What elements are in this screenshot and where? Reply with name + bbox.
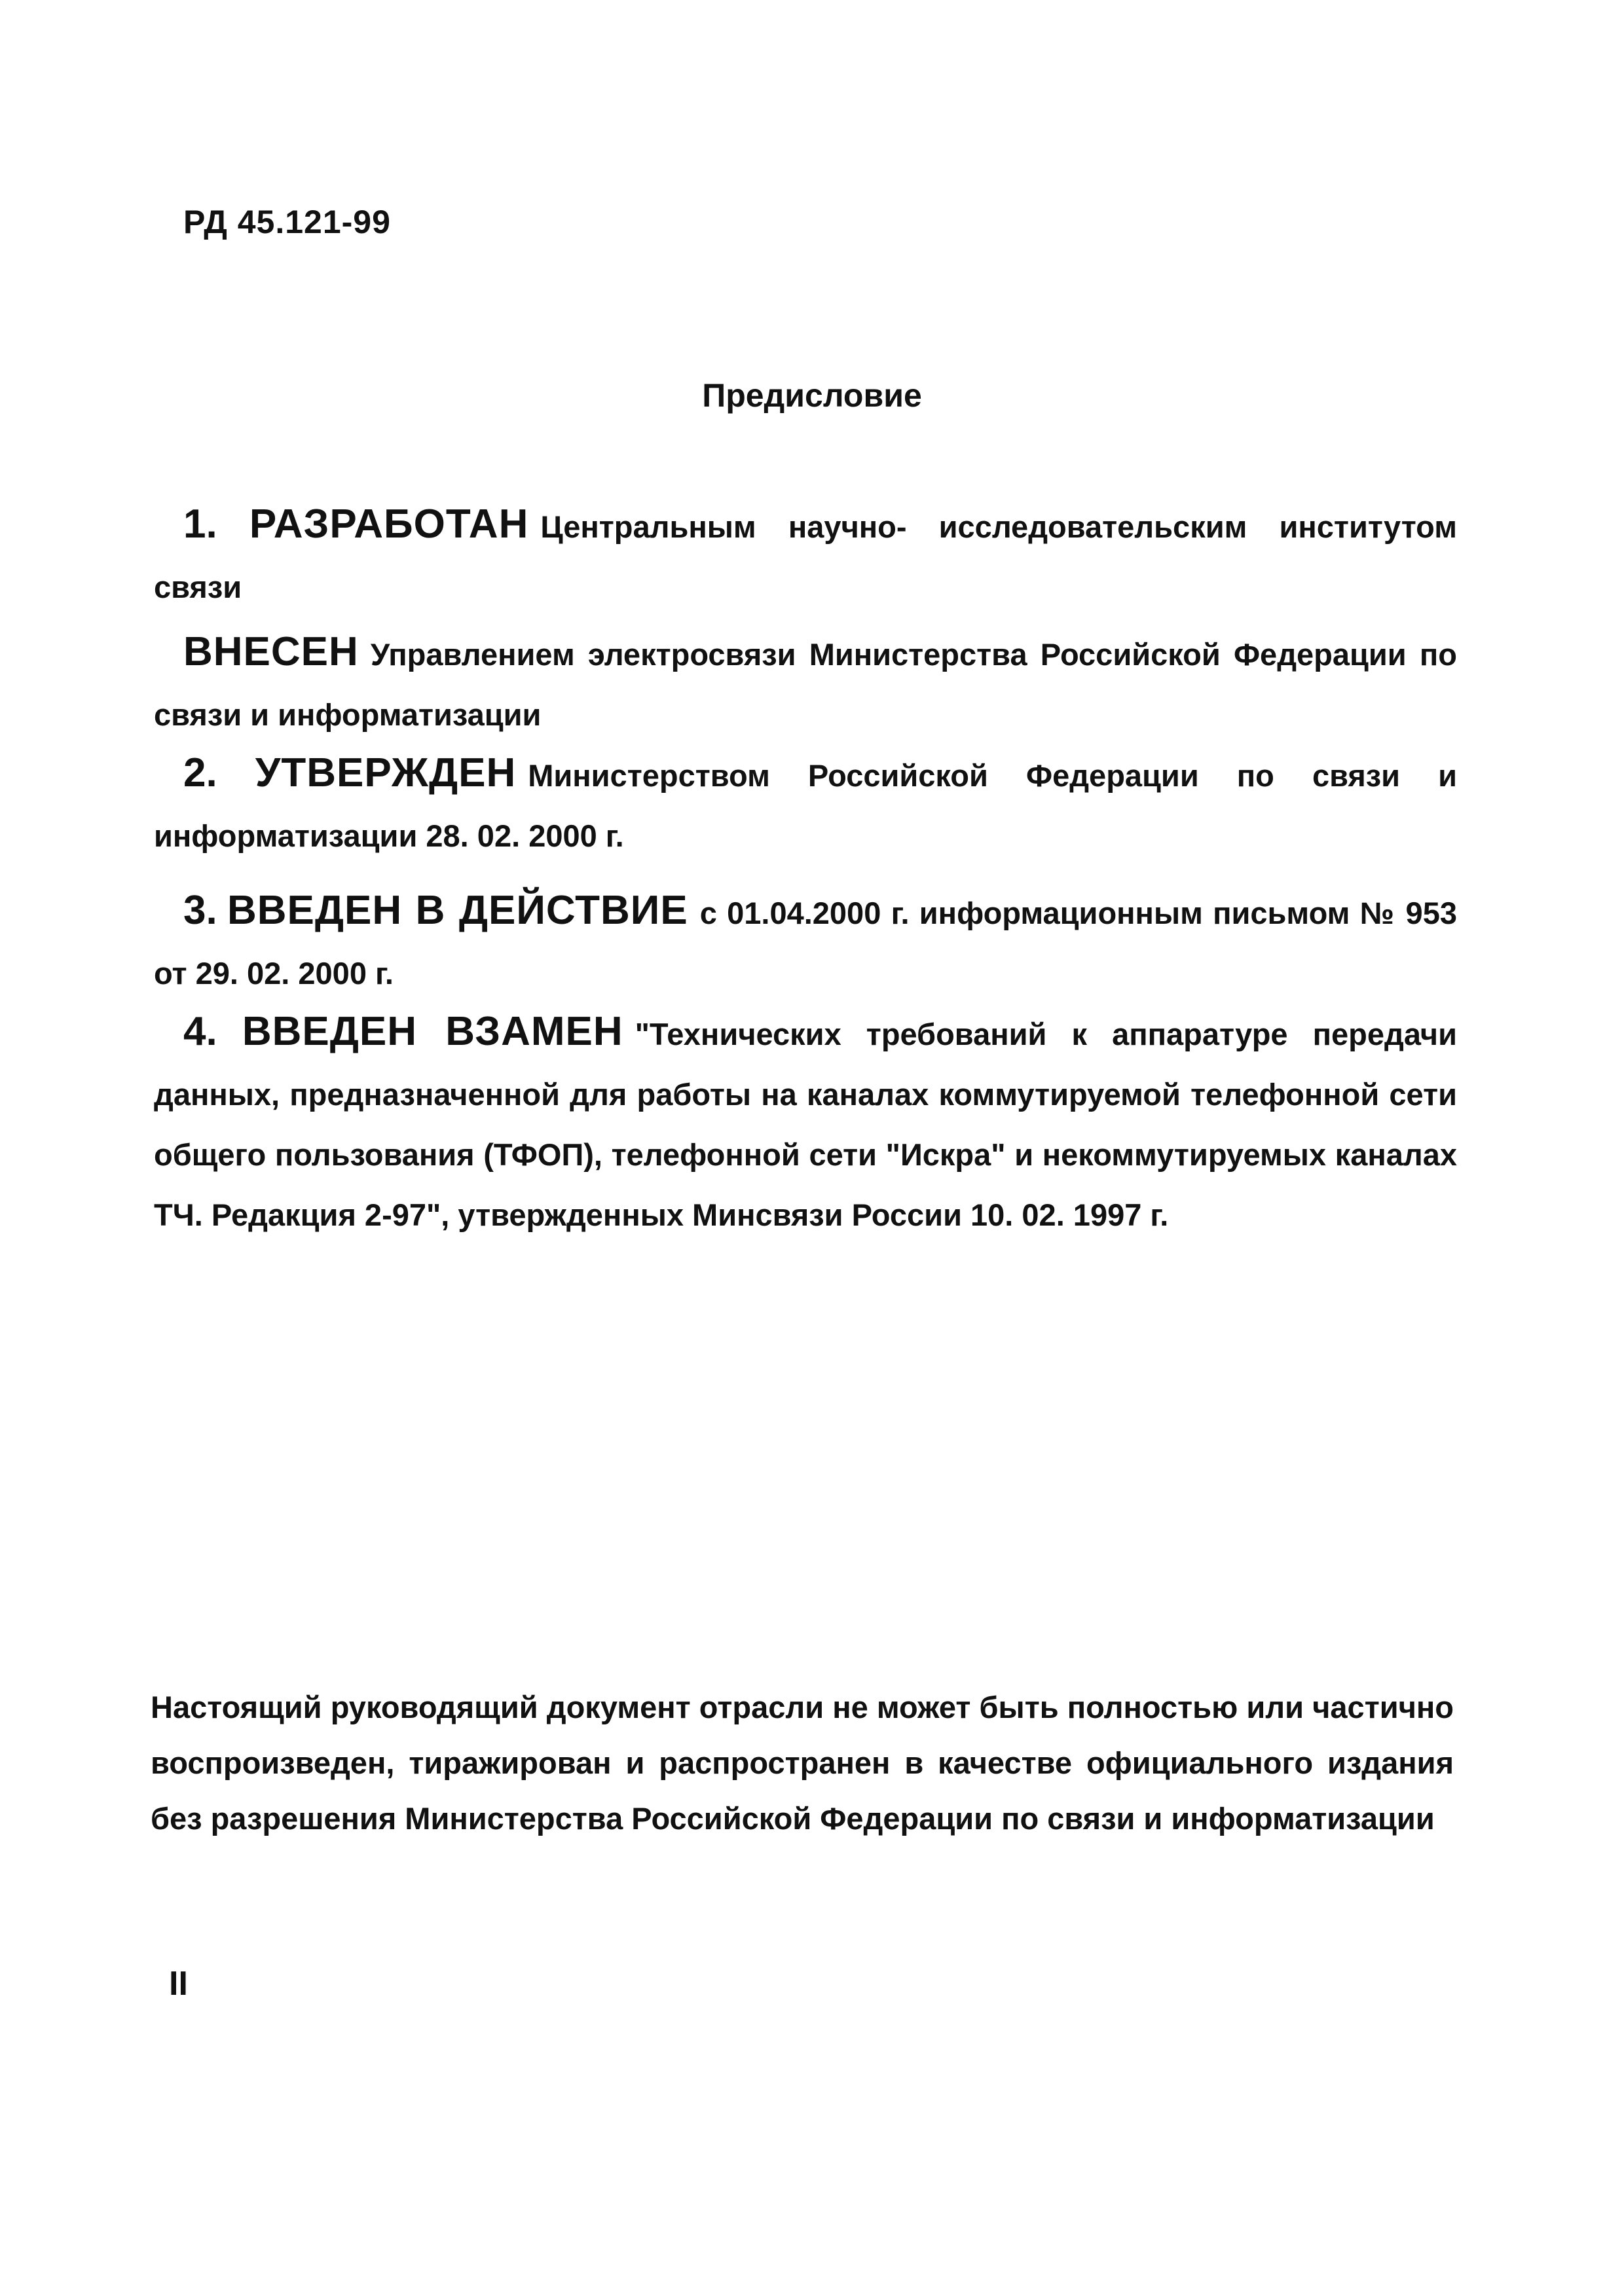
item-number: 2. bbox=[183, 750, 217, 795]
item-enacted bbox=[154, 881, 1457, 1004]
item-heading: ВНЕСЕН bbox=[183, 629, 359, 674]
item-developed bbox=[154, 494, 1457, 617]
item-text: Управлением электросвязи Министерства Российской Федерации по связи и информатизации bbox=[154, 637, 1457, 732]
item-heading: ВВЕДЕН В ДЕЙСТВИЕ bbox=[227, 888, 688, 933]
item-text: с 01.04.2000 г. информационным письмом № 953 от 29. 02. 2000 г. bbox=[154, 896, 1457, 991]
item-heading: РАЗРАБОТАН bbox=[249, 501, 529, 547]
item-introduced bbox=[154, 622, 1457, 745]
item-heading: УТВЕРЖДЕН bbox=[255, 750, 517, 795]
preface-title: Предисловие bbox=[702, 377, 922, 414]
item-heading: ВВЕДЕН ВЗАМЕН bbox=[242, 1009, 623, 1054]
page-number: II bbox=[169, 1965, 188, 2003]
document-code: РД 45.121-99 bbox=[183, 204, 391, 240]
item-text: "Технических требований к аппаратуре передачи данных, предназначенной для работы на каналах коммутируемой телефонной сети общего пользования (ТФОП), телефонной сети "Искра" и некоммутируемых каналах ТЧ. Редакция 2-97", утвержденных Минсвязи России 10. 02. 1997 г. bbox=[154, 1017, 1457, 1232]
item-approved bbox=[154, 743, 1457, 866]
item-number: 1. bbox=[183, 501, 217, 547]
item-number: 4. bbox=[183, 1009, 217, 1054]
item-text: Центральным научно- исследовательским институтом связи bbox=[154, 509, 1457, 604]
item-number: 3. bbox=[183, 888, 217, 933]
item-replaces bbox=[154, 1002, 1457, 1245]
item-text: Министерством Российской Федерации по связи и информатизации 28. 02. 2000 г. bbox=[154, 758, 1457, 853]
copyright-notice: Настоящий руководящий документ отрасли не может быть полностью или частично воспроизведен, тиражирован и распространен в качестве официального издания без разрешения Министерства Российской Федерации по связи и информатизации bbox=[151, 1690, 1454, 1836]
